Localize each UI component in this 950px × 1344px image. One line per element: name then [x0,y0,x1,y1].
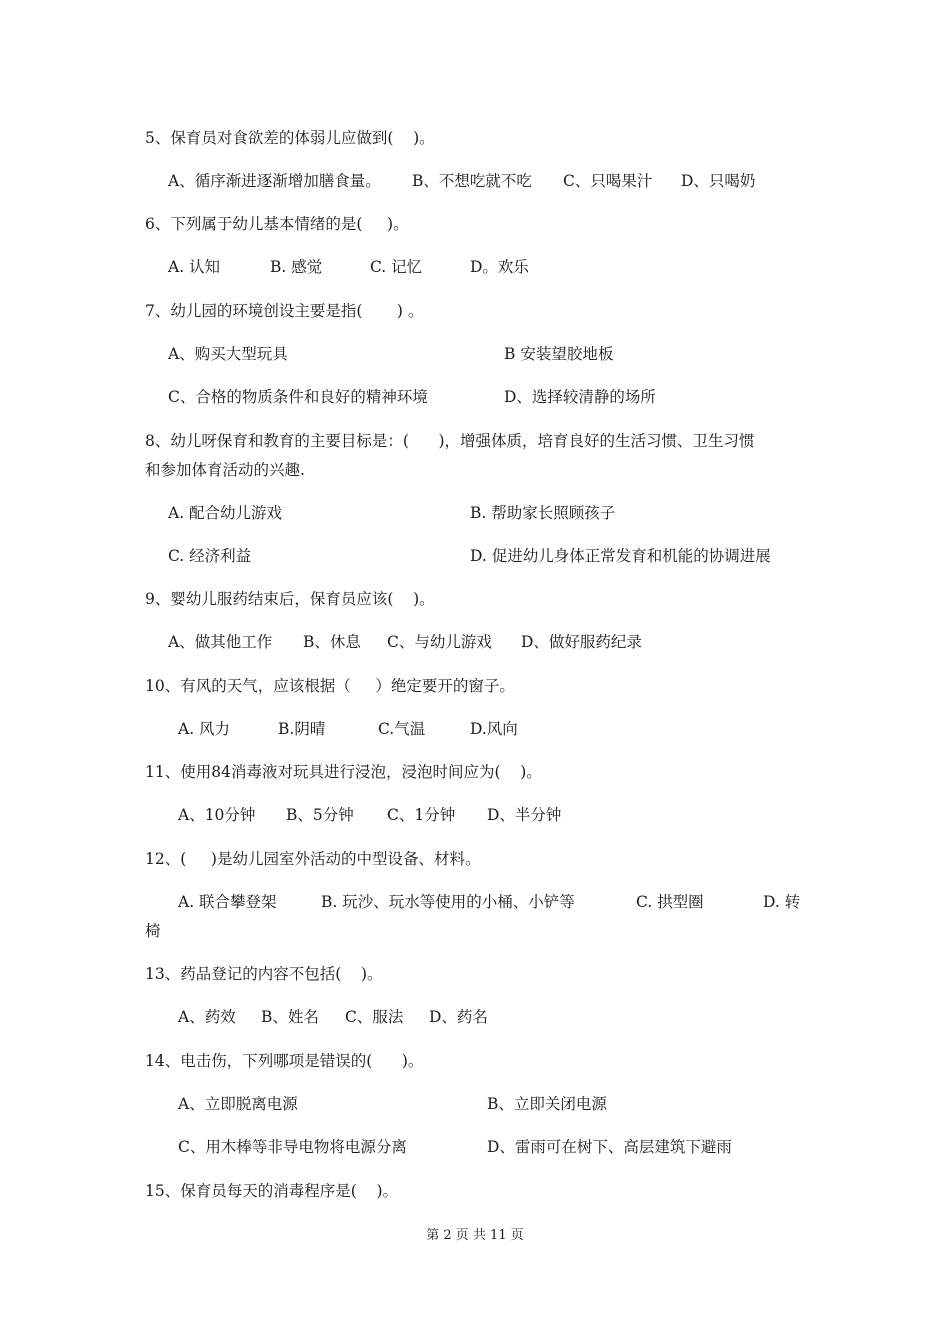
question-10-option-d: D.风向 [470,720,518,738]
question-13-option-c: C、服法 [345,1008,404,1026]
question-10-option-a: A. 风力 [178,720,231,738]
question-6-text: 6、下列属于幼儿基本情绪的是( )。 [145,215,409,233]
question-13-option-a: A、药效 [178,1008,236,1026]
question-5-option-c: C、只喝果汁 [563,172,653,190]
question-12-option-a: A. 联合攀登架 [178,893,277,911]
question-7-option-b: B 安装望胶地板 [504,345,614,363]
question-12-option-d: D. 转 [763,893,801,911]
question-6-option-d: D。欢乐 [470,258,529,276]
question-7-option-a: A、购买大型玩具 [168,345,288,363]
question-11-option-d: D、半分钟 [487,806,562,824]
question-8-option-d: D. 促进幼儿身体正常发育和机能的协调进展 [470,547,771,565]
question-5-option-d: D、只喝奶 [681,172,756,190]
question-7-text: 7、幼儿园的环境创设主要是指( ) 。 [145,302,424,320]
question-8-text-line-1: 8、幼儿呀保育和教育的主要目标是：( )，增强体质，培育良好的生活习惯、卫生习惯 [145,432,755,450]
question-6-option-a: A. 认知 [168,258,221,276]
question-5-option-a: A、循序渐进逐渐增加膳食量。 [168,172,381,190]
question-7-option-c: C、合格的物质条件和良好的精神环境 [168,388,428,406]
question-11-option-c: C、1分钟 [387,806,456,824]
question-7-option-d: D、选择较清静的场所 [504,388,656,406]
question-11-option-b: B、5分钟 [286,806,354,824]
question-10-option-c: C.气温 [378,720,426,738]
question-6-option-c: C. 记忆 [370,258,423,276]
question-8-option-b: B. 帮助家长照顾孩子 [470,504,616,522]
question-5-text: 5、保育员对食欲差的体弱儿应做到( )。 [145,129,435,147]
question-5-option-b: B、不想吃就不吃 [412,172,532,190]
question-14-text: 14、电击伤，下列哪项是错误的( )。 [145,1052,424,1070]
question-8-option-a: A. 配合幼儿游戏 [168,504,283,522]
question-9-option-d: D、做好服药纪录 [521,633,642,651]
question-12-text: 12、( )是幼儿园室外活动的中型设备、材料。 [145,850,481,868]
question-10-text: 10、有风的天气，应该根据（ ）绝定要开的窗子。 [145,677,515,695]
question-14-option-d: D、雷雨可在树下、高层建筑下避雨 [487,1138,732,1156]
question-9-option-a: A、做其他工作 [168,633,273,651]
question-9-option-c: C、与幼儿游戏 [387,633,492,651]
question-8-text-line-2: 和参加体育活动的兴趣. [145,461,305,479]
question-9-text: 9、婴幼儿服药结束后，保育员应该( )。 [145,590,435,608]
question-14-option-b: B、立即关闭电源 [487,1095,607,1113]
question-6-option-b: B. 感觉 [270,258,323,276]
question-14-option-a: A、立即脱离电源 [178,1095,298,1113]
question-12-option-d-wrap: 椅 [145,922,161,940]
question-15-text: 15、保育员每天的消毒程序是( )。 [145,1182,399,1200]
question-12-option-b: B. 玩沙、玩水等使用的小桶、小铲等 [321,893,575,911]
question-13-option-b: B、姓名 [261,1008,319,1026]
page-number-footer: 第 2 页 共 11 页 [426,1228,524,1243]
question-12-option-c: C. 拱型圈 [636,893,704,911]
question-11-text: 11、使用84消毒液对玩具进行浸泡，浸泡时间应为( )。 [145,763,542,781]
question-11-option-a: A、10分钟 [178,806,256,824]
question-14-option-c: C、用木棒等非导电物将电源分离 [178,1138,407,1156]
question-13-option-d: D、药名 [429,1008,488,1026]
question-10-option-b: B.阴晴 [278,720,326,738]
question-8-option-c: C. 经济利益 [168,547,252,565]
question-13-text: 13、药品登记的内容不包括( )。 [145,965,383,983]
question-9-option-b: B、休息 [303,633,361,651]
